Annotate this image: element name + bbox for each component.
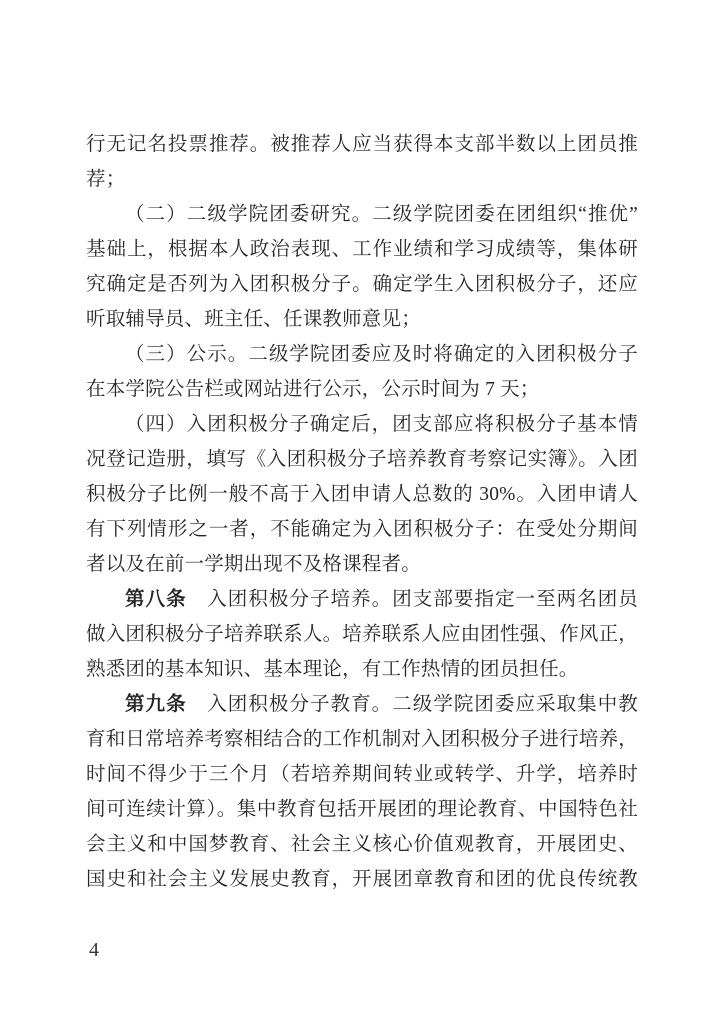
text-line	[86, 687, 638, 722]
text-line: 听取辅导员、班主任、任课教师意见；	[86, 309, 421, 330]
text-line	[86, 582, 638, 617]
text-line: 积极分子比例一般不高于入团申请人总数的 30%。入团申请人	[86, 484, 638, 505]
text-line: 育和日常培养考察相结合的工作机制对入团积极分子进行培养，	[86, 729, 638, 750]
text-line: 间可连续计算）。集中教育包括开展团的理论教育、中国特色社	[86, 799, 638, 820]
line-text: 入团积极分子教育。二级学院团委应采取集中教	[186, 694, 638, 715]
text-line: 国史和社会主义发展史教育，开展团章教育和团的优良传统教	[86, 869, 638, 890]
text-line: 究确定是否列为入团积极分子。确定学生入团积极分子，还应	[86, 274, 638, 295]
text-line: （二）二级学院团委研究。二级学院团委在团组织“推优”	[125, 204, 638, 225]
text-line: 做入团积极分子培养联系人。培养联系人应由团性强、作风正，	[86, 624, 638, 645]
text-line: （四）入团积极分子确定后，团支部应将积极分子基本情	[125, 414, 638, 435]
text-line: 者以及在前一学期出现不及格课程者。	[86, 554, 421, 575]
text-line: 况登记造册，填写《入团积极分子培养教育考察记实簿》。入团	[86, 449, 638, 470]
line-text: 入团积极分子培养。团支部要指定一至两名团员	[186, 589, 638, 610]
text-line: （三）公示。二级学院团委应及时将确定的入团积极分子	[125, 344, 638, 365]
text-line: 在本学院公告栏或网站进行公示，公示时间为 7 天；	[86, 379, 540, 400]
text-line: 荐；	[86, 169, 126, 190]
text-line: 时间不得少于三个月（若培养期间转业或转学、升学，培养时	[86, 764, 638, 785]
text-line: 有下列情形之一者，不能确定为入团积极分子：在受处分期间	[86, 519, 638, 540]
article-number: 第八条	[125, 589, 187, 610]
page-number: 4	[89, 939, 99, 961]
text-line: 行无记名投票推荐。被推荐人应当获得本支部半数以上团员推	[86, 134, 638, 155]
text-line: 基础上，根据本人政治表现、工作业绩和学习成绩等，集体研	[86, 239, 638, 260]
text-line: 熟悉团的基本知识、基本理论，有工作热情的团员担任。	[86, 659, 579, 680]
text-block	[86, 127, 638, 897]
text-line: 会主义和中国梦教育、社会主义核心价值观教育，开展团史、	[86, 834, 638, 855]
article-number: 第九条	[125, 694, 187, 715]
